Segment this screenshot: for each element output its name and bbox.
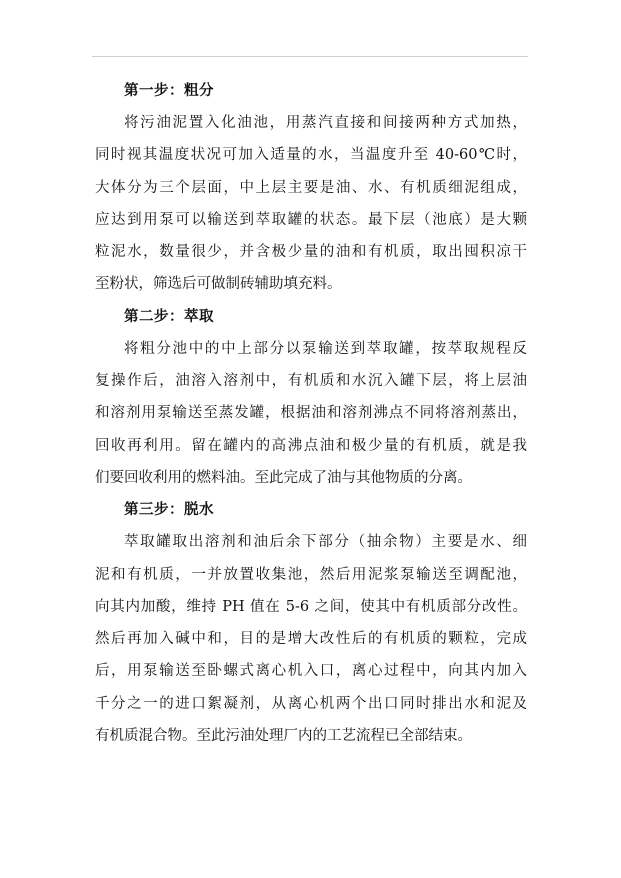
paragraph-line: 回收再利用。留在罐内的高沸点油和极少量的有机质，就是我	[95, 437, 527, 454]
paragraph-line: 然后再加入碱中和，目的是增大改性后的有机质的颗粒，完成	[95, 631, 527, 648]
header-divider	[92, 56, 528, 57]
step-3-heading: 第三步：脱水	[124, 501, 214, 519]
step-1-heading: 第一步：粗分	[124, 82, 214, 99]
paragraph-line: 将污油泥置入化油池，用蒸汽直接和间接两种方式加热，	[124, 115, 527, 131]
step-2-heading: 第二步：萃取	[124, 307, 214, 325]
paragraph-line: 向其内加酸，维持 PH 值在 5-6 之间，使其中有机质部分改性。	[95, 598, 527, 615]
paragraph-line: 将粗分池中的中上部分以泵输送到萃取罐，按萃取规程反	[124, 340, 527, 357]
paragraph-line: 粒泥水，数量很少，并含极少量的油和有机质，取出囤积凉干	[95, 244, 527, 261]
paragraph-line: 们要回收利用的燃料油。至此完成了油与其他物质的分离。	[95, 469, 472, 486]
paragraph-line: 千分之一的进口絮凝剂，从离心机两个出口同时排出水和泥及	[95, 695, 527, 712]
step-2-paragraph	[95, 333, 527, 494]
paragraph-line: 大体分为三个层面，中上层主要是油、水、有机质细泥组成，	[95, 179, 527, 196]
paragraph-line: 有机质混合物。至此污油处理厂内的工艺流程已全部结束。	[95, 728, 472, 745]
paragraph-line: 复操作后，油溶入溶剂中，有机质和水沉入罐下层，将上层油	[95, 373, 527, 390]
paragraph-line: 至粉状，筛选后可做制砖辅助填充料。	[95, 276, 342, 293]
step-3-paragraph	[95, 526, 527, 752]
step-1-paragraph	[95, 107, 527, 301]
paragraph-line: 同时视其温度状况可加入适量的水，当温度升至 40-60℃时，	[95, 147, 527, 164]
document-body	[95, 75, 527, 752]
paragraph-line: 应达到用泵可以输送到萃取罐的状态。最下层（池底）是大颗	[95, 211, 527, 228]
paragraph-line: 泥和有机质，一并放置收集池，然后用泥浆泵输送至调配池，	[95, 566, 527, 583]
paragraph-line: 萃取罐取出溶剂和油后余下部分（抽余物）主要是水、细	[124, 534, 527, 551]
paragraph-line: 和溶剂用泵输送至蒸发罐，根据油和溶剂沸点不同将溶剂蒸出，	[95, 405, 527, 422]
paragraph-line: 后，用泵输送至卧螺式离心机入口，离心过程中，向其内加入	[95, 663, 527, 680]
